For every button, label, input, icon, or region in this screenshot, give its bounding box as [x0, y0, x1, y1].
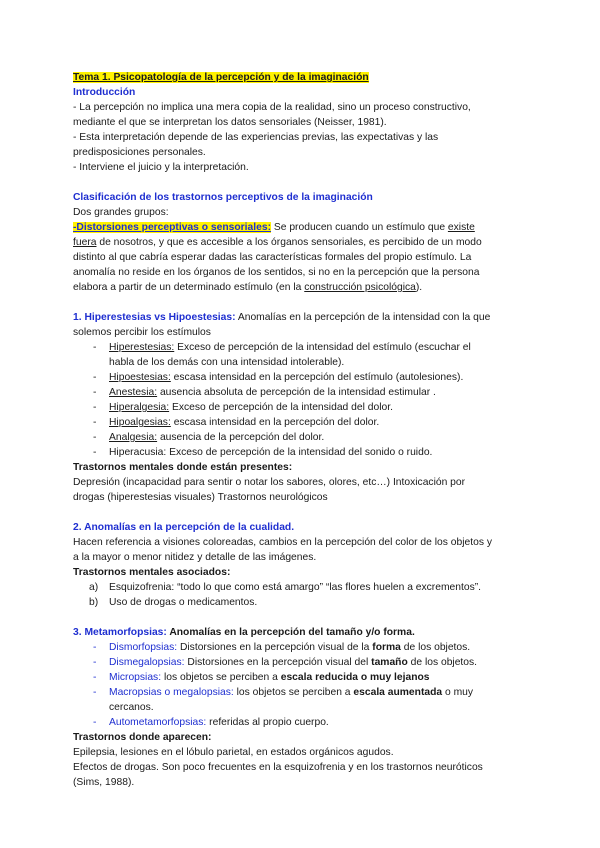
intro-heading: Introducción	[73, 87, 136, 98]
intro-line: - Esta interpretación depende de las experiencias previas, las expectativas y las	[73, 132, 439, 143]
s1-heading: 1. Hiperestesias vs Hipoestesias:	[73, 312, 236, 323]
s2-item-a: a) Esquizofrenia: “todo lo que como está amargo” “las flores huelen a excrementos”.	[89, 582, 482, 593]
s3-item: - Macropsias o megalopsias: los objetos se perciben a escala aumentada o muy	[93, 687, 474, 698]
s1-subheading: Trastornos mentales donde están presentes:	[73, 462, 293, 473]
s1-text: drogas (hiperestesias visuales) Trastornos neurológicos	[73, 492, 328, 503]
s1-list	[73, 340, 533, 460]
s3-text: (Sims, 1988).	[73, 777, 135, 788]
s1-item: - Hiperestesias: Exceso de percepción de la intensidad del estímulo (escuchar el	[93, 342, 471, 353]
s1-item: - Hipoestesias: escasa intensidad en la percepción del estímulo (autolesiones).	[93, 372, 464, 383]
clasif-para: distinto al que cabría esperar dadas las características formales del propio estímulo. La	[73, 252, 472, 263]
document-page	[73, 70, 533, 790]
s2-text: a la mayor o menor nitidez y detalle de las imágenes.	[73, 552, 317, 563]
s3-item: - Autometamorfopsias: referidas al propio cuerpo.	[93, 717, 329, 728]
clasif-line: Dos grandes grupos:	[73, 207, 169, 218]
clasif-para: elabora a partir de un determinado estímulo (en la construcción psicológica).	[73, 282, 423, 293]
s1-desc: solemos percibir los estímulos	[73, 327, 211, 338]
s3-text: Epilepsia, lesiones en el lóbulo parietal, en estados orgánicos agudos.	[73, 747, 394, 758]
s1-item: - Hipoalgesias: escasa intensidad en la percepción del dolor.	[93, 417, 380, 428]
s1-item: - Analgesia: ausencia de la percepción del dolor.	[93, 432, 325, 443]
intro-line: - Interviene el juicio y la interpretación.	[73, 162, 249, 173]
clasif-term: -Distorsiones perceptivas o sensoriales:	[73, 222, 272, 233]
intro-line: mediante el que se interpretan los datos sensoriales (Neisser, 1981).	[73, 117, 387, 128]
s2-subheading: Trastornos mentales asociados:	[73, 567, 231, 578]
clasif-para: -Distorsiones perceptivas o sensoriales: Se producen cuando un estímulo que existe	[73, 222, 475, 233]
s3-item-cont: cercanos.	[109, 702, 154, 713]
page-title: Tema 1. Psicopatología de la percepción y de la imaginación	[73, 72, 369, 83]
intro-line: - La percepción no implica una mera copia de la realidad, sino un proceso constructivo,	[73, 102, 471, 113]
s3-subheading: Trastornos donde aparecen:	[73, 732, 212, 743]
s3-heading: 3. Metamorfopsias:	[73, 627, 167, 638]
s2-text: Hacen referencia a visiones coloreadas, cambios en la percepción del color de los objetos y	[73, 537, 492, 548]
s1-item: - Anestesia: ausencia absoluta de percepción de la intensidad estimular .	[93, 387, 436, 398]
s1-item: - Hiperalgesia: Exceso de percepción de la intensidad del dolor.	[93, 402, 393, 413]
s2-heading: 2. Anomalías en la percepción de la cualidad.	[73, 522, 295, 533]
s1-item: habla de los demás con una intensidad intolerable).	[109, 357, 345, 368]
s1-text: Depresión (incapacidad para sentir o notar los sabores, olores, etc…) Intoxicación por	[73, 477, 466, 488]
s2-item-b: b) Uso de drogas o medicamentos.	[89, 597, 258, 608]
clasif-para: fuera de nosotros, y que es accesible a los órganos sensoriales, es percibido de un modo	[73, 237, 482, 248]
s3-item: - Micropsias: los objetos se perciben a escala reducida o muy lejanos	[93, 672, 430, 683]
s1-heading-line: 1. Hiperestesias vs Hipoestesias: Anomalías en la percepción de la intensidad con la que	[73, 312, 491, 323]
clasif-para: anomalía no reside en los órganos de los sentidos, si no en la percepción que la persona	[73, 267, 480, 278]
s3-heading-line: 3. Metamorfopsias: Anomalías en la percepción del tamaño y/o forma.	[73, 627, 415, 638]
clasif-heading: Clasificación de los trastornos perceptivos de la imaginación	[73, 192, 373, 203]
s3-text: Efectos de drogas. Son poco frecuentes en la esquizofrenia y en los trastornos neuróticos	[73, 762, 483, 773]
s1-item: - Hiperacusia: Exceso de percepción de la intensidad del sonido o ruido.	[93, 447, 433, 458]
intro-line: predisposiciones personales.	[73, 147, 206, 158]
s3-item: - Dismegalopsias: Distorsiones en la percepción visual del tamaño de los objetos.	[93, 657, 478, 668]
s3-item: - Dismorfopsias: Distorsiones en la percepción visual de la forma de los objetos.	[93, 642, 471, 653]
